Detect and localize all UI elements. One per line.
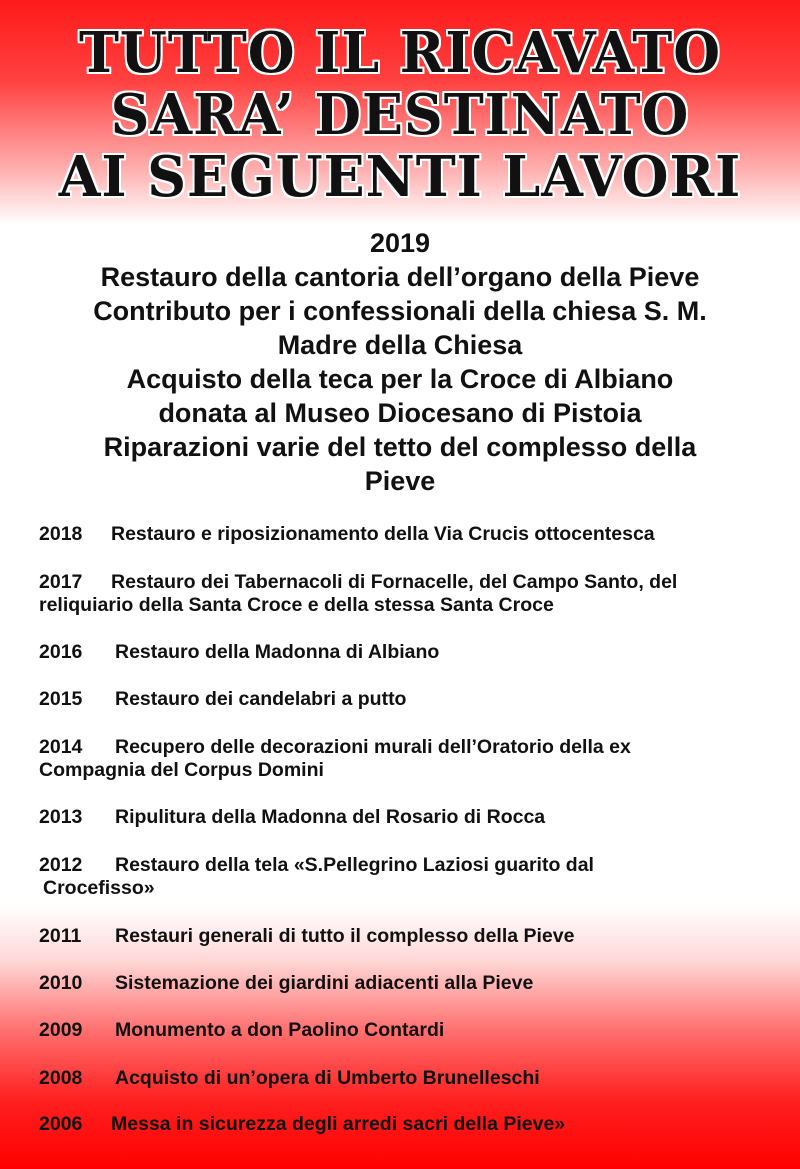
headline — [16, 22, 784, 208]
current-work-line: Pieve — [364, 466, 436, 496]
entry-year: 2014 — [39, 736, 83, 758]
entry-text-continuation: Compagnia del Corpus Domini — [39, 759, 324, 781]
entry-text: Restauri generali di tutto il complesso della Pieve — [115, 925, 575, 947]
history-entry — [39, 1067, 779, 1090]
current-work-line: Riparazioni varie del tetto del complesso della — [103, 432, 697, 462]
entry-year: 2006 — [39, 1113, 83, 1135]
history-entry — [39, 523, 779, 546]
entry-text: Restauro dei candelabri a putto — [115, 688, 407, 710]
history-entry — [39, 925, 779, 948]
headline-line: TUTTO IL RICAVATO — [78, 20, 722, 86]
current-work-line: Contributo per i confessionali della chiesa S. M. — [93, 296, 707, 326]
entry-text: Restauro della tela «S.Pellegrino Laziosi guarito dal — [115, 854, 594, 876]
entry-year: 2010 — [39, 972, 83, 994]
history-entry — [39, 972, 779, 995]
current-work-line: Restauro della cantoria dell’organo della Pieve — [100, 262, 700, 292]
current-work-line: Madre della Chiesa — [277, 330, 523, 360]
current-year: 2019 — [369, 228, 431, 258]
headline-line: AI SEGUENTI LAVORI — [58, 144, 742, 210]
entry-text: Acquisto di un’opera di Umberto Brunelleschi — [115, 1067, 540, 1089]
history-entry — [39, 806, 779, 829]
entry-text: Messa in sicurezza degli arredi sacri della Pieve» — [111, 1113, 566, 1135]
entry-text: Recupero delle decorazioni murali dell’Oratorio della ex — [115, 736, 631, 758]
entry-year: 2008 — [39, 1067, 83, 1089]
entry-year: 2017 — [39, 571, 83, 593]
entry-year: 2016 — [39, 641, 83, 663]
entry-text-continuation: Crocefisso» — [43, 877, 155, 899]
entry-year: 2011 — [39, 925, 82, 947]
entry-text: Restauro e riposizionamento della Via Crucis ottocentesca — [111, 523, 655, 545]
entry-year: 2012 — [39, 854, 83, 876]
history-entry — [39, 571, 779, 617]
history-entry — [39, 1113, 779, 1136]
headline-line: SARA’ DESTINATO — [110, 82, 690, 148]
entry-year: 2018 — [39, 523, 83, 545]
history-entry — [39, 641, 779, 664]
current-year-works — [0, 226, 800, 498]
entry-year: 2015 — [39, 688, 83, 710]
current-work-line: Acquisto della teca per la Croce di Albiano — [126, 364, 674, 394]
history-entry — [39, 854, 779, 900]
history-entry — [39, 736, 779, 782]
entry-text-continuation: reliquiario della Santa Croce e della stessa Santa Croce — [39, 594, 554, 616]
current-work-line: donata al Museo Diocesano di Pistoia — [158, 398, 642, 428]
history-entry — [39, 1019, 779, 1042]
entry-text: Restauro della Madonna di Albiano — [115, 641, 440, 663]
entry-text: Sistemazione dei giardini adiacenti alla Pieve — [115, 972, 534, 994]
entry-year: 2013 — [39, 806, 83, 828]
history-entry — [39, 688, 779, 711]
entry-text: Monumento a don Paolino Contardi — [115, 1019, 445, 1041]
entry-text: Restauro dei Tabernacoli di Fornacelle, del Campo Santo, del — [111, 571, 678, 593]
entry-text: Ripulitura della Madonna del Rosario di Rocca — [115, 806, 546, 828]
entry-year: 2009 — [39, 1019, 83, 1041]
